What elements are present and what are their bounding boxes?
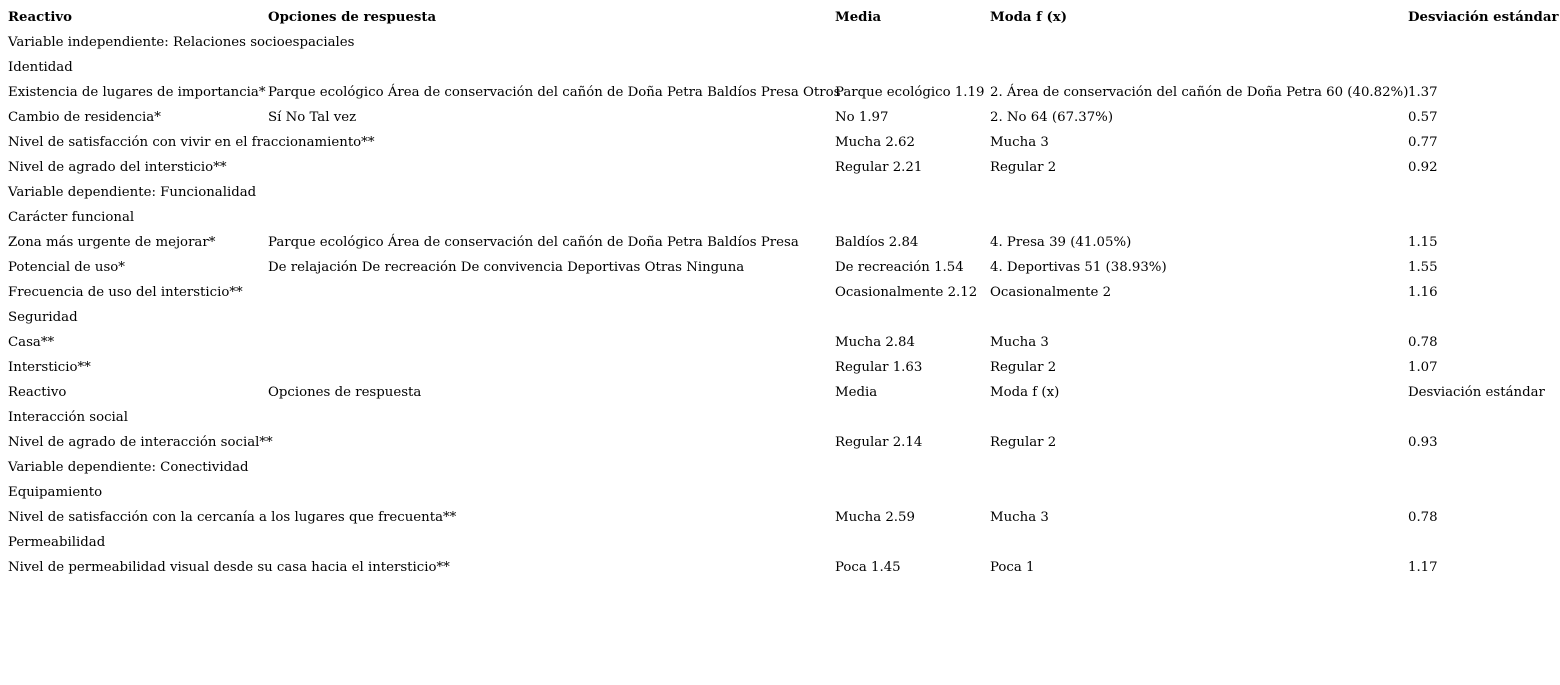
media-cell: Baldíos 2.84 bbox=[835, 235, 919, 250]
reactivo-cell: Nivel de permeabilidad visual desde su casa hacia el intersticio** bbox=[8, 560, 450, 575]
table-row bbox=[8, 305, 1556, 330]
desviacion-cell: 1.17 bbox=[1408, 560, 1438, 575]
media-cell: Mucha 2.59 bbox=[835, 510, 915, 525]
moda-cell: 4. Presa 39 (41.05%) bbox=[990, 235, 1132, 250]
reactivo-cell: Existencia de lugares de importancia* bbox=[8, 85, 266, 100]
table-row bbox=[8, 105, 1556, 130]
reactivo-cell: Variable dependiente: Conectividad bbox=[8, 460, 249, 475]
reactivo-cell: Equipamiento bbox=[8, 485, 103, 500]
table-row bbox=[8, 530, 1556, 555]
desviacion-cell: 0.93 bbox=[1408, 435, 1438, 450]
desviacion-cell: 1.07 bbox=[1408, 360, 1438, 375]
moda-cell: Regular 2 bbox=[990, 435, 1057, 450]
table-row bbox=[8, 30, 1556, 55]
desviacion-cell: 0.57 bbox=[1408, 110, 1438, 125]
opciones-cell: Parque ecológico Área de conservación del cañón de Doña Petra Baldíos Presa bbox=[268, 235, 799, 250]
media-cell: Mucha 2.62 bbox=[835, 135, 915, 150]
desviacion-cell: 1.16 bbox=[1408, 285, 1438, 300]
desviacion-cell: 1.15 bbox=[1408, 235, 1438, 250]
moda-cell: 2. Área de conservación del cañón de Doña Petra 60 (40.82%) bbox=[990, 85, 1409, 100]
media-cell: Parque ecológico 1.19 bbox=[835, 85, 985, 100]
moda-cell: Poca 1 bbox=[990, 560, 1035, 575]
moda-cell: Ocasionalmente 2 bbox=[990, 285, 1112, 300]
header-desviacion: Desviación estándar bbox=[1408, 10, 1559, 25]
table-row bbox=[8, 380, 1556, 405]
media-cell: Regular 1.63 bbox=[835, 360, 923, 375]
moda-cell: 4. Deportivas 51 (38.93%) bbox=[990, 260, 1167, 275]
media-cell: De recreación 1.54 bbox=[835, 260, 964, 275]
moda-cell: Mucha 3 bbox=[990, 510, 1049, 525]
table-row bbox=[8, 180, 1556, 205]
table-row bbox=[8, 230, 1556, 255]
opciones-cell: Parque ecológico Área de conservación del cañón de Doña Petra Baldíos Presa Otros bbox=[268, 85, 841, 100]
media-cell: Poca 1.45 bbox=[835, 560, 901, 575]
header-moda: Moda f (x) bbox=[990, 10, 1067, 25]
moda-cell: Regular 2 bbox=[990, 360, 1057, 375]
media-cell: Regular 2.21 bbox=[835, 160, 923, 175]
opciones-cell: Sí No Tal vez bbox=[268, 110, 357, 125]
table-body bbox=[8, 30, 1556, 580]
media-cell: Regular 2.14 bbox=[835, 435, 923, 450]
table-row bbox=[8, 405, 1556, 430]
reactivo-cell: Seguridad bbox=[8, 310, 78, 325]
table-row bbox=[8, 330, 1556, 355]
reactivo-cell: Nivel de satisfacción con la cercanía a los lugares que frecuenta** bbox=[8, 510, 457, 525]
reactivo-cell: Variable independiente: Relaciones socioespaciales bbox=[8, 35, 355, 50]
reactivo-cell: Potencial de uso* bbox=[8, 260, 125, 275]
moda-cell: Mucha 3 bbox=[990, 335, 1049, 350]
table-row bbox=[8, 555, 1556, 580]
header-opciones: Opciones de respuesta bbox=[268, 10, 437, 25]
reactivo-cell: Cambio de residencia* bbox=[8, 110, 161, 125]
table-row bbox=[8, 355, 1556, 380]
media-cell: Mucha 2.84 bbox=[835, 335, 915, 350]
reactivo-cell: Intersticio** bbox=[8, 360, 91, 375]
reactivo-cell: Variable dependiente: Funcionalidad bbox=[8, 185, 257, 200]
table-row bbox=[8, 55, 1556, 80]
table-header-row bbox=[8, 5, 1559, 30]
table-row bbox=[8, 205, 1556, 230]
reactivo-cell: Carácter funcional bbox=[8, 210, 135, 225]
reactivo-cell: Zona más urgente de mejorar* bbox=[8, 235, 216, 250]
moda-cell: Regular 2 bbox=[990, 160, 1057, 175]
media-cell: Ocasionalmente 2.12 bbox=[835, 285, 978, 300]
header-media: Media bbox=[835, 10, 882, 25]
desviacion-cell: 1.37 bbox=[1408, 85, 1438, 100]
media-cell: Media bbox=[835, 385, 878, 400]
table-row bbox=[8, 80, 1556, 105]
opciones-cell: Opciones de respuesta bbox=[268, 385, 422, 400]
moda-cell: Mucha 3 bbox=[990, 135, 1049, 150]
table-row bbox=[8, 430, 1556, 455]
moda-cell: Moda f (x) bbox=[990, 385, 1060, 400]
desviacion-cell: 0.92 bbox=[1408, 160, 1438, 175]
header-reactivo: Reactivo bbox=[8, 10, 73, 25]
table-row bbox=[8, 280, 1556, 305]
reactivo-cell: Nivel de satisfacción con vivir en el fraccionamiento** bbox=[8, 135, 375, 150]
reactivo-cell: Frecuencia de uso del intersticio** bbox=[8, 285, 243, 300]
reactivo-cell: Reactivo bbox=[8, 385, 67, 400]
reactivo-cell: Casa** bbox=[8, 335, 55, 350]
reactivo-cell: Permeabilidad bbox=[8, 535, 106, 550]
reactivo-cell: Nivel de agrado de interacción social** bbox=[8, 435, 273, 450]
desviacion-cell: 0.77 bbox=[1408, 135, 1438, 150]
desviacion-cell: Desviación estándar bbox=[1408, 385, 1545, 400]
desviacion-cell: 1.55 bbox=[1408, 260, 1438, 275]
reactivo-cell: Interacción social bbox=[8, 410, 128, 425]
table-row bbox=[8, 455, 1556, 480]
data-table bbox=[8, 5, 1559, 580]
table-row bbox=[8, 480, 1556, 505]
table-row bbox=[8, 255, 1556, 280]
desviacion-cell: 0.78 bbox=[1408, 335, 1438, 350]
desviacion-cell: 0.78 bbox=[1408, 510, 1438, 525]
table-row bbox=[8, 155, 1556, 180]
reactivo-cell: Identidad bbox=[8, 60, 73, 75]
table-row bbox=[8, 505, 1556, 530]
moda-cell: 2. No 64 (67.37%) bbox=[990, 110, 1114, 125]
table-row bbox=[8, 130, 1556, 155]
media-cell: No 1.97 bbox=[835, 110, 889, 125]
opciones-cell: De relajación De recreación De convivencia Deportivas Otras Ninguna bbox=[268, 260, 745, 275]
reactivo-cell: Nivel de agrado del intersticio** bbox=[8, 160, 227, 175]
